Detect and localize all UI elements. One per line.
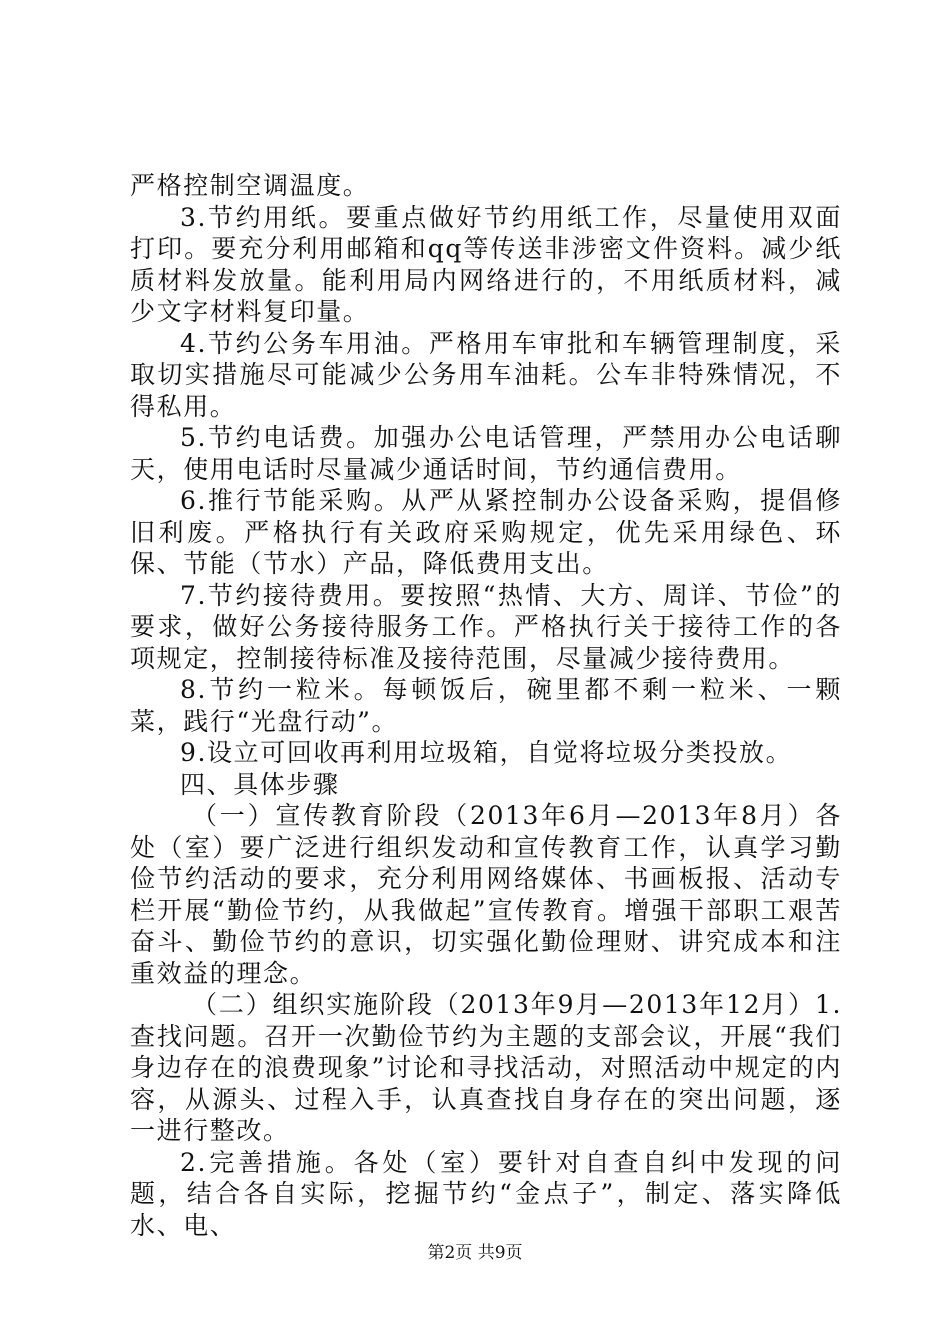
paragraph-item-3: 3.节约用纸。要重点做好节约用纸工作，尽量使用双面打印。要充分利用邮箱和qq等传送非涉密文件资料。减少纸质材料发放量。能利用局内网络进行的，不用纸质材料，减少文字材料复印量。 xyxy=(130,202,842,326)
paragraph-item-6: 6.推行节能采购。从严从紧控制办公设备采购，提倡修旧利废。严格执行有关政府采购规定，优先采用绿色、环保、节能（节水）产品，降低费用支出。 xyxy=(130,486,842,578)
paragraph-continuation: 严格控制空调温度。 xyxy=(130,171,370,200)
paragraph-stage-1: （一）宣传教育阶段（2013年6月—2013年8月）各处（室）要广泛进行组织发动和宣传教育工作，认真学习勤俭节约活动的要求，充分利用网络媒体、书画板报、活动专栏开展“勤俭节约，从我做起”宣传教育。增强干部职工艰苦奋斗、勤俭节约的意识，切实强化勤俭理财、讲究成本和注重效益的理念。 xyxy=(130,801,842,988)
paragraph-item-7: 7.节约接待费用。要按照“热情、大方、周详、节俭”的要求，做好公务接待服务工作。严格执行关于接待工作的各项规定，控制接待标准及接待范围，尽量减少接待费用。 xyxy=(130,580,842,673)
paragraph-measures: 2.完善措施。各处（室）要针对自查自纠中发现的问题，结合各自实际，挖掘节约“金点子”，制定、落实降低水、电、 xyxy=(130,1147,842,1240)
page-number-footer: 第2页 共9页 xyxy=(427,1243,523,1263)
paragraph-item-8: 8.节约一粒米。每顿饭后，碗里都不剩一粒米、一颗菜，践行“光盘行动”。 xyxy=(130,675,842,736)
paragraph-stage-2: （二）组织实施阶段（2013年9月—2013年12月）1.查找问题。召开一次勤俭节约为主题的支部会议，开展“我们身边存在的浪费现象”讨论和寻找活动，对照活动中规定的内容，从源头、过程入手，认真查找自身存在的突出问题，逐一进行整改。 xyxy=(130,990,842,1145)
paragraph-item-9: 9.设立可回收再利用垃圾箱，自觉将垃圾分类投放。 xyxy=(180,738,793,767)
document-body xyxy=(130,170,842,1241)
section-heading: 四、具体步骤 xyxy=(180,769,340,799)
paragraph-item-4: 4.节约公务车用油。严格用车审批和车辆管理制度，采取切实措施尽可能减少公务用车油耗。公车非特殊情况，不得私用。 xyxy=(130,328,842,421)
paragraph-item-5: 5.节约电话费。加强办公电话管理，严禁用办公电话聊天，使用电话时尽量减少通话时间，节约通信费用。 xyxy=(130,423,842,484)
